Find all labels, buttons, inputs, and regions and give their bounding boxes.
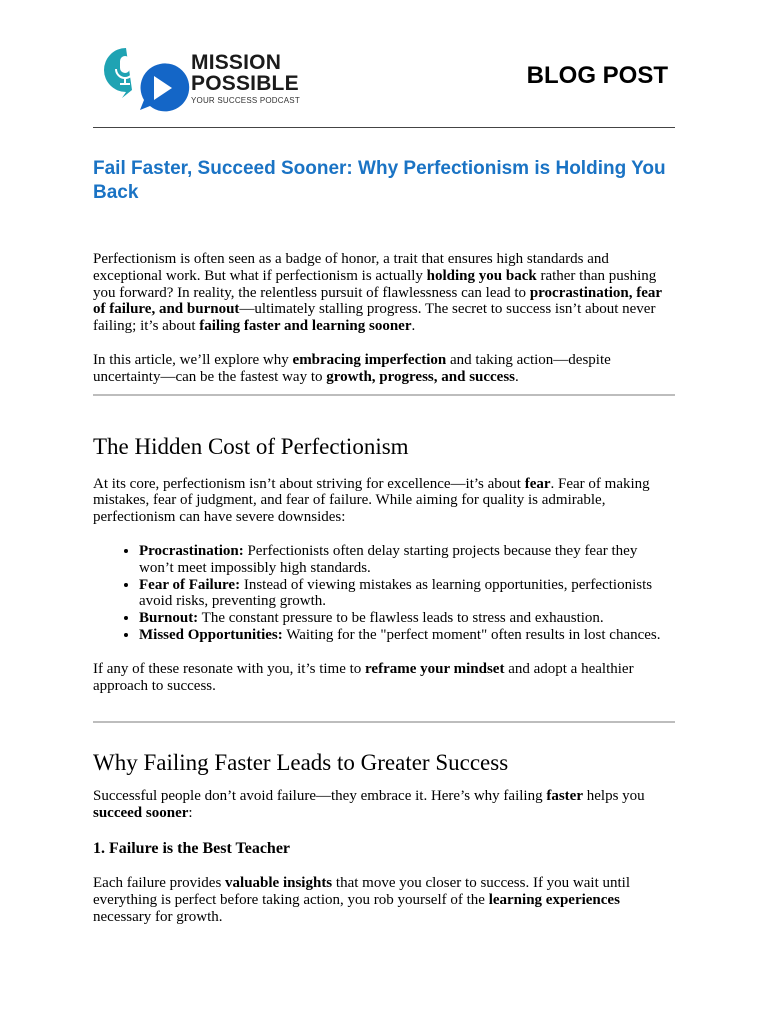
mission-possible-logo [100,42,330,114]
section2-paragraph-2: Each failure provides valuable insights that move you closer to success. If you wait until everything is perfect before taking action, you rob yourself of the learning experiences necessary for growth. [93,874,631,925]
document-type-label: BLOG POST [526,62,668,89]
podcast-logo-icon [100,42,190,114]
header-divider [93,127,675,128]
intro-paragraph-2: In this article, we’ll explore why embracing imperfection and taking action—despite uncertainty—can be the fastest way to growth, progress, and success. [93,351,611,385]
section-heading-failing-faster: Why Failing Faster Leads to Greater Success [93,750,509,776]
logo-wordmark-line2: POSSIBLE [191,72,299,95]
article-body [93,157,675,925]
article-title: Fail Faster, Succeed Sooner: Why Perfectionism is Holding You Back [93,158,666,203]
section2-paragraph-1: Successful people don’t avoid failure—they embrace it. Here’s why failing faster helps you succeed sooner: [93,788,645,822]
subheading-failure-teacher: 1. Failure is the Best Teacher [93,839,291,857]
list-item: • Fear of Failure: Instead of viewing mistakes as learning opportunities, perfectionists avoid risks, preventing growth. [139,577,675,611]
logo-wordmark-line1: MISSION [191,51,282,74]
list-item: • Burnout: The constant pressure to be flawless leads to stress and exhaustion. [139,610,675,627]
list-item: • Procrastination: Perfectionists often delay starting projects because they fear they won’t meet impossibly high standards. [139,543,675,577]
section-heading-hidden-cost: The Hidden Cost of Perfectionism [93,433,409,459]
list-item: • Missed Opportunities: Waiting for the "perfect moment" often results in lost chances. [139,627,675,644]
intro-paragraph-1: Perfectionism is often seen as a badge of honor, a trait that ensures high standards and exceptional work. But what if perfectionism is actually holding you back rather than pushing you forward? In reality, the relentless pursuit of flawlessness can lead to procrastination, fear of failure, and burnout—ultimately stalling progress. The secret to success isn’t about never failing; it’s about failing faster and learning sooner. [93,251,662,335]
logo-tagline: YOUR SUCCESS PODCAST [191,96,300,105]
downsides-list [93,543,675,644]
section1-paragraph-2: If any of these resonate with you, it’s time to reframe your mindset and adopt a healthier approach to success. [93,660,634,694]
section1-paragraph-1: At its core, perfectionism isn’t about striving for excellence—it’s about fear. Fear of making mistakes, fear of judgment, and fear of failure. While aiming for quality is admirable, perfectionism can have severe downsides: [93,475,650,526]
